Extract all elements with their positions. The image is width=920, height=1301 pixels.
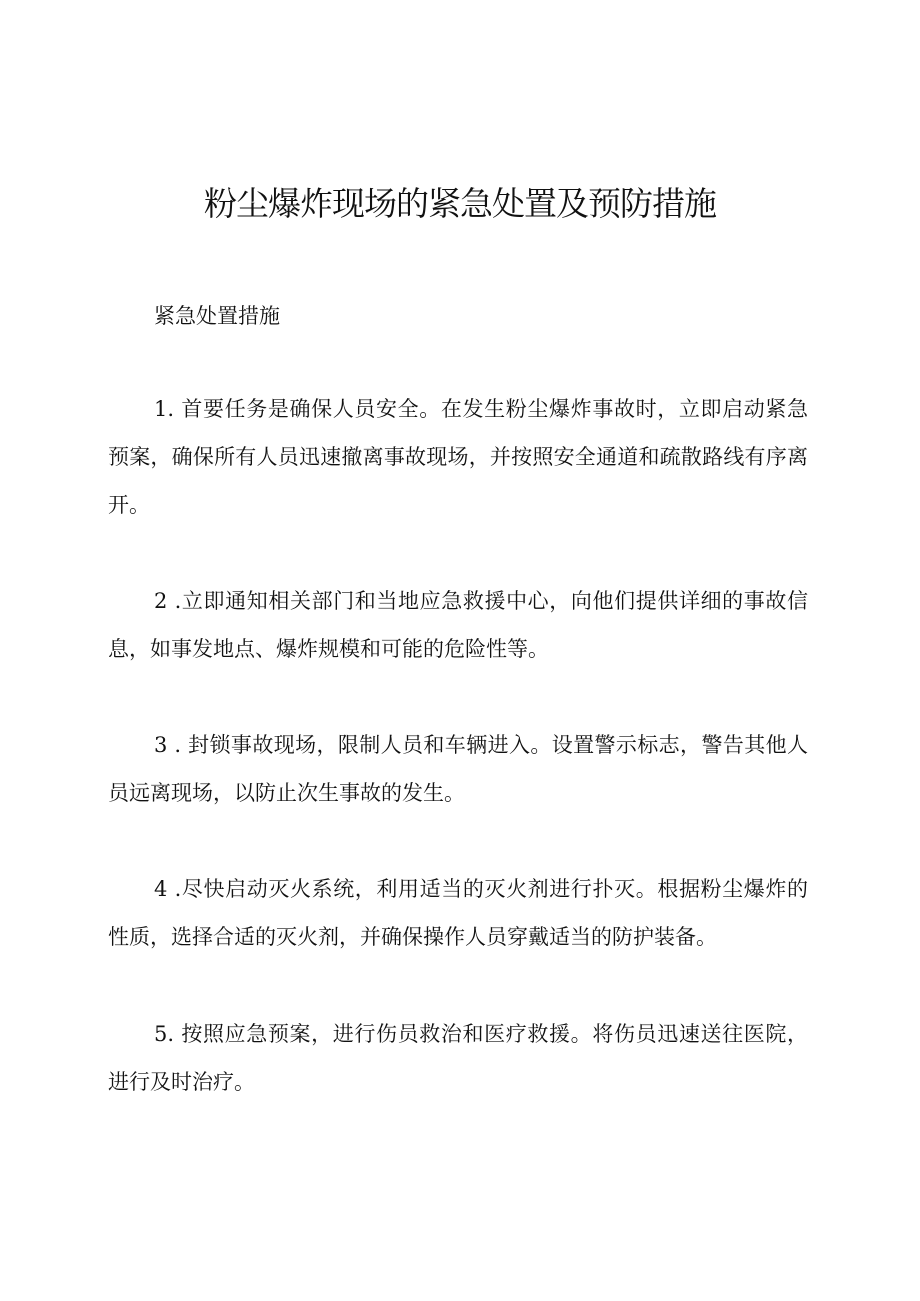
paragraph-item-4: 4 .尽快启动灭火系统，利用适当的灭火剂进行扑灭。根据粉尘爆炸的性质，选择合适的灭火剂，并确保操作人员穿戴适当的防护装备。 [108,877,808,949]
paragraph-item-3: 3 . 封锁事故现场，限制人员和车辆进入。设置警示标志，警告其他人员远离现场，以防止次生事故的发生。 [108,733,808,805]
section-heading: 紧急处置措施 [154,304,280,328]
paragraph-item-5: 5. 按照应急预案，进行伤员救治和医疗救援。将伤员迅速送往医院，进行及时治疗。 [108,1022,808,1094]
document-title: 粉尘爆炸现场的紧急处置及预防措施 [204,184,716,223]
paragraph-item-1: 1. 首要任务是确保人员安全。在发生粉尘爆炸事故时，立即启动紧急预案，确保所有人员迅速撤离事故现场，并按照安全通道和疏散路线有序离开。 [108,397,808,517]
paragraph-item-2: 2 .立即通知相关部门和当地应急救援中心，向他们提供详细的事故信息，如事发地点、爆炸规模和可能的危险性等。 [108,589,808,661]
